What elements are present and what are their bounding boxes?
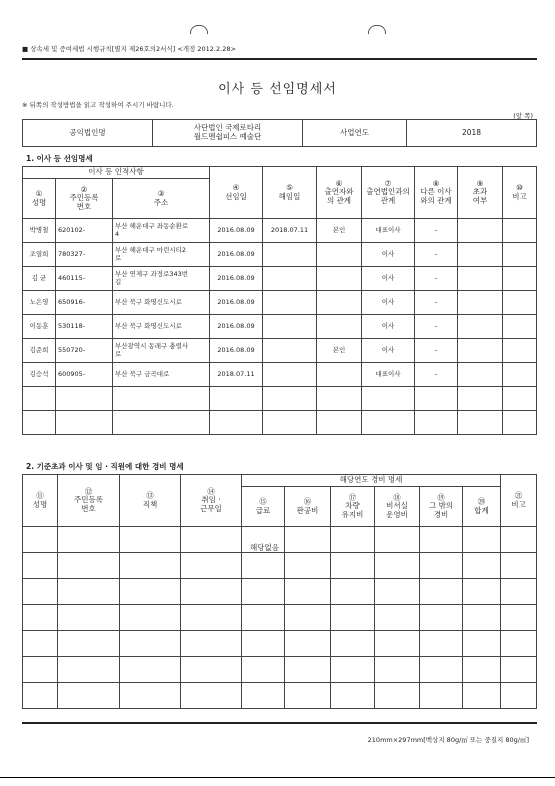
business-year-value: 2018 [407,120,537,147]
expense-row [23,553,537,579]
director-cell-rel_corp: 이사 [362,291,415,315]
col-exp-position: ⑬ 직책 [120,475,181,527]
director-cell-excess [458,243,503,267]
expense-cell [420,683,463,709]
col-relation-other: ⑧ 다른 이사 와의 관계 [415,167,458,219]
director-cell-rel_other: – [415,219,458,243]
expense-cell [331,527,375,553]
col-total: ⑳ 합계 [463,487,501,527]
director-cell-rrn: 460115- [56,267,113,291]
expense-cell [285,605,331,631]
expense-cell [420,553,463,579]
expense-cell [375,553,420,579]
director-cell-rrn: 780327- [56,243,113,267]
expense-cell [331,683,375,709]
director-row [23,315,537,339]
expense-cell [120,657,181,683]
director-cell-rel_donor [317,387,362,411]
expense-table [22,474,537,709]
director-cell-rel_other: – [415,339,458,363]
expense-cell [285,631,331,657]
col-excess: ⑨ 초과 여부 [458,167,503,219]
expense-cell [463,605,501,631]
expense-cell [58,553,120,579]
expense-cell [463,683,501,709]
director-cell-remarks [503,243,537,267]
address-line-2: 로 [115,253,122,262]
expense-cell [285,683,331,709]
top-rule [22,58,537,60]
director-cell-rrn [56,411,113,435]
expense-cell [58,683,120,709]
expense-cell [181,579,242,605]
director-cell-rel_corp: 대표이사 [362,219,415,243]
expense-cell [58,527,120,553]
director-cell-rel_other [415,411,458,435]
director-cell-name [23,411,56,435]
expense-cell [501,527,537,553]
director-cell-rel_corp [362,411,415,435]
director-cell-rel_donor [317,291,362,315]
expense-cell [285,553,331,579]
expense-cell [242,683,285,709]
org-info-table [22,119,537,147]
director-cell-name [23,387,56,411]
expense-cell [375,579,420,605]
director-cell-excess [458,219,503,243]
expense-cell [375,631,420,657]
col-relation-corp: ⑦ 출연법인과의 관계 [362,167,415,219]
expense-cell [501,631,537,657]
expense-cell [23,579,58,605]
expense-cell [23,631,58,657]
expense-row [23,579,537,605]
director-row [23,411,537,435]
director-cell-rrn: 530118- [56,315,113,339]
expense-cell [420,631,463,657]
instruction-note: ※ 뒤쪽의 작성방법을 읽고 작성하여 주시기 바랍니다. [22,101,174,109]
director-cell-remarks [503,291,537,315]
director-row [23,339,537,363]
address-line: 부산 북구 금곡대로 [115,369,170,378]
director-cell-rrn: 550720- [56,339,113,363]
expense-cell [242,553,285,579]
director-cell-rrn: 650916- [56,291,113,315]
expense-cell [501,579,537,605]
expense-cell [331,631,375,657]
director-cell-excess [458,387,503,411]
director-cell-remarks [503,363,537,387]
expense-cell [23,527,58,553]
director-cell-excess [458,315,503,339]
col-exp-remarks: ㉑ 비고 [501,475,537,527]
expense-cell [375,605,420,631]
director-cell-rrn: 600905- [56,363,113,387]
director-cell-dismiss: 2018.07.11 [263,219,317,243]
expense-cell [501,605,537,631]
document-title: 이사 등 선임명세서 [218,82,337,97]
expense-cell [501,553,537,579]
director-cell-appoint: 2016.08.09 [210,315,263,339]
col-secretary: ⑱ 비서실 운영비 [375,487,420,527]
address-line: 부산광역시 동래구 충렬사 [115,342,189,351]
bottom-rule [22,722,537,724]
expense-cell [331,579,375,605]
director-row [23,243,537,267]
address-line-2: 로 [115,349,122,358]
page-mark: (앞 쪽) [513,112,533,120]
director-row [23,219,537,243]
director-row [23,387,537,411]
col-salary: ⑮ 급료 [242,487,285,527]
director-cell-dismiss [263,363,317,387]
director-cell-rel_donor: 본인 [317,339,362,363]
director-cell-remarks [503,219,537,243]
director-cell-rel_other: – [415,243,458,267]
director-cell-name: 조열희 [23,243,56,267]
col-exp-name: ⑪ 성명 [23,475,58,527]
expense-cell [58,631,120,657]
expense-row [23,657,537,683]
director-cell-name: 김 균 [23,267,56,291]
section2-title: 2. 기준초과 이사 및 임 · 직원에 대한 경비 명세 [26,462,184,471]
expense-cell [463,579,501,605]
col-dismiss-date: ⑤ 해임일 [263,167,317,219]
director-cell-rel_corp: 이사 [362,315,415,339]
director-cell-rel_donor [317,315,362,339]
expense-cell [420,605,463,631]
director-cell-dismiss [263,243,317,267]
expense-cell [331,657,375,683]
director-cell-rel_corp: 이사 [362,339,415,363]
director-cell-addr [113,339,210,363]
director-cell-rel_donor: 본인 [317,219,362,243]
binder-hole-right [368,25,386,34]
expense-cell [375,657,420,683]
expense-cell [375,527,420,553]
col-appoint-date: ④ 선임일 [210,167,263,219]
expense-cell [285,527,331,553]
expense-cell [285,657,331,683]
director-cell-remarks [503,267,537,291]
director-cell-rel_donor [317,267,362,291]
director-cell-name: 박병철 [23,219,56,243]
expense-cell [181,605,242,631]
expense-cell [23,657,58,683]
none-applicable-note: 해당없음 [250,543,279,552]
director-cell-addr [113,267,210,291]
expense-cell [242,605,285,631]
director-cell-rel_other: – [415,315,458,339]
director-cell-excess [458,411,503,435]
expense-cell [463,657,501,683]
director-cell-addr [113,387,210,411]
director-cell-name: 김승석 [23,363,56,387]
address-line: 부산 연제구 과정로343번 [115,270,189,279]
expense-cell [120,579,181,605]
expense-cell [463,631,501,657]
director-cell-rel_donor [317,411,362,435]
director-cell-excess [458,339,503,363]
expense-cell [420,527,463,553]
expense-cell [501,683,537,709]
director-cell-rrn [56,387,113,411]
regulation-text: ■ 상속세 및 증여세법 시행규칙[별지 제26호의2서식] <개정 2012.2.28> [22,45,236,53]
address-line: 부산 북구 화명신도시로 [115,321,182,330]
expense-cell [120,527,181,553]
director-cell-name: 이동훈 [23,315,56,339]
expense-cell [120,683,181,709]
address-line-2: 4 [115,229,120,238]
director-cell-addr [113,411,210,435]
business-year-label: 사업연도 [303,120,407,147]
director-cell-appoint: 2016.08.09 [210,291,263,315]
address-line-2: 길 [115,277,122,286]
director-cell-appoint: 2016.08.09 [210,243,263,267]
director-cell-dismiss [263,339,317,363]
expense-cell [420,579,463,605]
director-cell-addr [113,243,210,267]
director-cell-dismiss [263,315,317,339]
director-cell-remarks [503,339,537,363]
director-cell-addr [113,315,210,339]
col-other-expense: ⑲ 그 밖의 경비 [420,487,463,527]
director-cell-rel_corp: 이사 [362,267,415,291]
director-cell-rel_corp: 대표이사 [362,363,415,387]
col-vehicle: ⑰ 차량 유지비 [331,487,375,527]
page-edge-line [0,777,555,778]
col-relation-donor: ⑥ 출연자와 의 관계 [317,167,362,219]
expense-group-header: 해당연도 경비 명세 [242,475,501,487]
expense-cell [23,553,58,579]
director-cell-remarks [503,387,537,411]
director-cell-rel_other: – [415,363,458,387]
director-cell-dismiss [263,267,317,291]
col-address: ③ 주소 [113,179,210,219]
col-name: ① 성명 [23,179,56,219]
expense-cell [120,605,181,631]
director-cell-remarks [503,411,537,435]
director-cell-rel_other [415,387,458,411]
expense-row [23,605,537,631]
section1-title: 1. 이사 등 선임명세 [26,154,93,163]
address-line: 부산 해운대구 마린시티2 [115,246,187,255]
director-cell-remarks [503,315,537,339]
expense-cell [242,657,285,683]
expense-cell [58,579,120,605]
expense-row [23,683,537,709]
expense-cell [181,683,242,709]
expense-cell [120,631,181,657]
expense-cell [331,553,375,579]
col-entertainment: ⑯ 판공비 [285,487,331,527]
director-cell-appoint [210,387,263,411]
director-cell-rel_corp [362,387,415,411]
director-cell-rel_donor [317,363,362,387]
expense-cell [501,657,537,683]
director-cell-addr [113,363,210,387]
expense-cell [23,605,58,631]
director-cell-addr [113,291,210,315]
director-row [23,267,537,291]
director-cell-addr [113,219,210,243]
director-cell-appoint: 2016.08.09 [210,267,263,291]
col-rrn: ② 주민등록 번호 [56,179,113,219]
director-cell-name: 김준희 [23,339,56,363]
col-exp-rrn: ⑫ 주민등록 번호 [58,475,120,527]
expense-cell [463,527,501,553]
expense-cell [120,553,181,579]
expense-cell [285,579,331,605]
expense-cell [420,657,463,683]
director-cell-appoint [210,411,263,435]
director-cell-excess [458,363,503,387]
director-cell-rel_other: – [415,267,458,291]
director-cell-rel_other: – [415,291,458,315]
expense-cell [181,553,242,579]
director-table [22,166,537,435]
expense-cell [463,553,501,579]
director-cell-appoint: 2018.07.11 [210,363,263,387]
binder-hole-left [190,25,208,34]
expense-cell [58,605,120,631]
expense-cell [58,657,120,683]
director-cell-dismiss [263,387,317,411]
expense-cell [181,631,242,657]
expense-cell [242,631,285,657]
expense-cell [242,579,285,605]
expense-cell [23,683,58,709]
expense-row [23,527,537,553]
director-row [23,363,537,387]
director-row [23,291,537,315]
director-cell-excess [458,267,503,291]
director-cell-excess [458,291,503,315]
col-exp-workdate: ⑭ 취임 · 근무일 [181,475,242,527]
org-name-label: 공익법인명 [23,120,153,147]
director-cell-rrn: 620102- [56,219,113,243]
director-cell-dismiss [263,291,317,315]
expense-cell [331,605,375,631]
director-cell-appoint: 2016.08.09 [210,339,263,363]
col-remarks: ⑩ 비고 [503,167,537,219]
address-line: 부산 해운대구 좌동순환로 [115,222,189,231]
expense-cell [181,657,242,683]
director-cell-appoint: 2016.08.09 [210,219,263,243]
expense-row [23,631,537,657]
paper-spec: 210mm×297mm[백상지 80g/㎡ 또는 중질지 80g/㎡] [367,736,529,744]
expense-cell [181,527,242,553]
expense-cell [375,683,420,709]
org-name-value: 사단법인 국제로타리 월드멘쉽피스 예술단 [153,120,303,147]
personal-info-group-header: 이사 등 인적사항 [23,167,210,179]
director-cell-rel_donor [317,243,362,267]
director-cell-rel_corp: 이사 [362,243,415,267]
director-cell-name: 노은영 [23,291,56,315]
director-cell-dismiss [263,411,317,435]
address-line: 부산 북구 화명신도시로 [115,297,182,306]
